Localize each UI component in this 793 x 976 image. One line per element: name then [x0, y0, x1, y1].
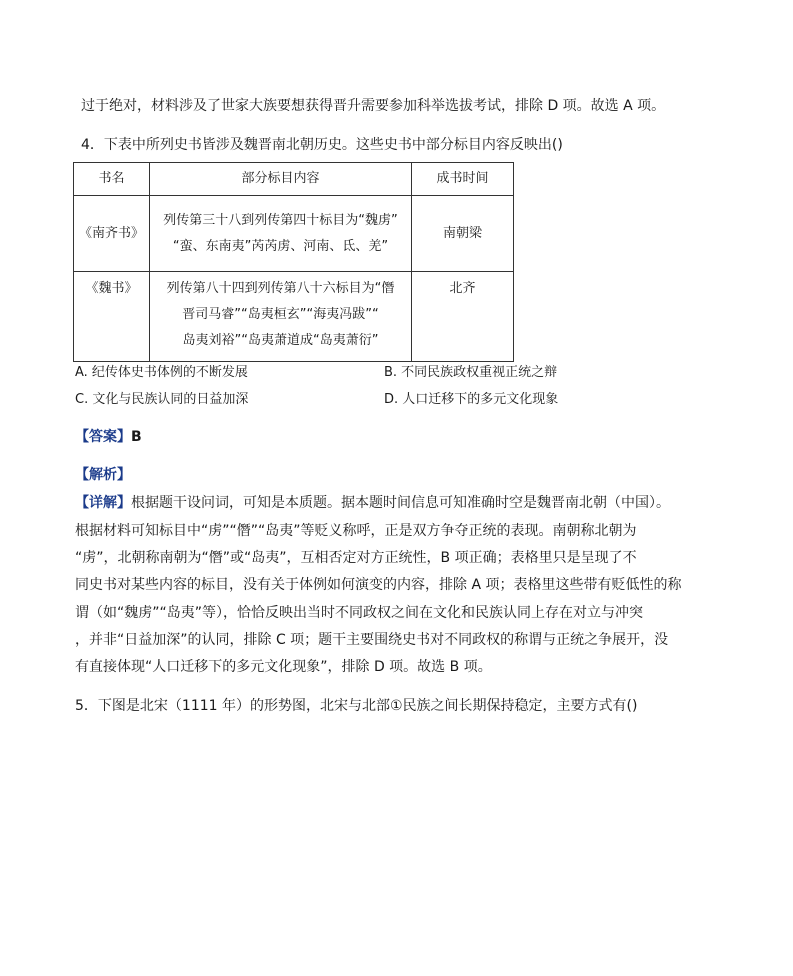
option-a: A. 纪传体史书体例的不断发展	[75, 365, 248, 380]
row-content-line: 晋司马睿”“岛夷桓玄”“海夷冯跋”“	[182, 307, 379, 322]
analysis-text: 根据题干设问词，可知是本质题。据本题时间信息可知准确时空是魏晋南北朝（中国）。	[131, 495, 670, 511]
row-time: 南朝梁	[412, 196, 514, 272]
row-content-line: 岛夷刘裕”“岛夷萧道成“岛夷萧衍”	[182, 333, 379, 348]
header-content: 部分标目内容	[150, 163, 412, 196]
analysis-line-2: 根据材料可知标目中“虏”“僭”“岛夷”等贬义称呼，正是双方争夺正统的表现。南朝称北朝为	[75, 523, 637, 539]
row-content	[150, 272, 412, 362]
analysis-line-3: “虏”，北朝称南朝为“僭”或“岛夷”，互相否定对方正统性，B 项正确；表格里只是呈现了不	[75, 550, 637, 566]
row-content-line: 列传第八十四到列传第八十六标目为“僭	[166, 281, 395, 296]
row-book-name: 《魏书》	[74, 272, 150, 362]
answer-value: B	[131, 429, 142, 445]
row-content	[150, 196, 412, 272]
detail-label: 【详解】	[75, 495, 131, 511]
option-b: B. 不同民族政权重视正统之辩	[384, 365, 558, 380]
answer-line	[75, 428, 142, 446]
question-5-stem: 5．下图是北宋（1111 年）的形势图，北宋与北部①民族之间长期保持稳定，主要方式有()	[75, 698, 638, 714]
option-c: C. 文化与民族认同的日益加深	[75, 392, 249, 407]
row-content-line: “蛮、东南夷”芮芮虏、河南、氐、羌”	[172, 238, 389, 254]
analysis-label: 【解析】	[75, 467, 131, 483]
analysis-line-4: 同史书对某些内容的标目，没有关于体例如何演变的内容，排除 A 项；表格里这些带有贬低性的称	[75, 577, 682, 593]
history-books-table	[73, 162, 514, 362]
row-content-line: 列传第三十八到列传第四十标目为“魏虏”	[163, 212, 398, 228]
analysis-line-6: ，并非“日益加深”的认同，排除 C 项；题干主要围绕史书对不同政权的称谓与正统之争展开，没	[75, 632, 669, 648]
option-d: D. 人口迁移下的多元文化现象	[384, 392, 559, 407]
row-time: 北齐	[412, 272, 514, 362]
answer-label: 【答案】	[75, 429, 131, 445]
question-4-stem: 4．下表中所列史书皆涉及魏晋南北朝历史。这些史书中部分标目内容反映出()	[81, 137, 563, 153]
analysis-line-1	[75, 494, 670, 512]
analysis-line-5: 谓（如“魏虏”“岛夷”等），恰恰反映出当时不同政权之间在文化和民族认同上存在对立与冲突	[75, 605, 644, 621]
row-book-name: 《南齐书》	[74, 196, 150, 272]
analysis-line-7: 有直接体现“人口迁移下的多元文化现象”，排除 D 项。故选 B 项。	[75, 659, 492, 675]
table-row	[74, 196, 514, 272]
intro-line: 过于绝对，材料涉及了世家大族要想获得晋升需要参加科举选拔考试，排除 D 项。故选 A 项。	[81, 98, 666, 114]
header-book-name: 书名	[74, 163, 150, 196]
header-time: 成书时间	[412, 163, 514, 196]
table-row	[74, 272, 514, 362]
table-header-row	[74, 163, 514, 196]
